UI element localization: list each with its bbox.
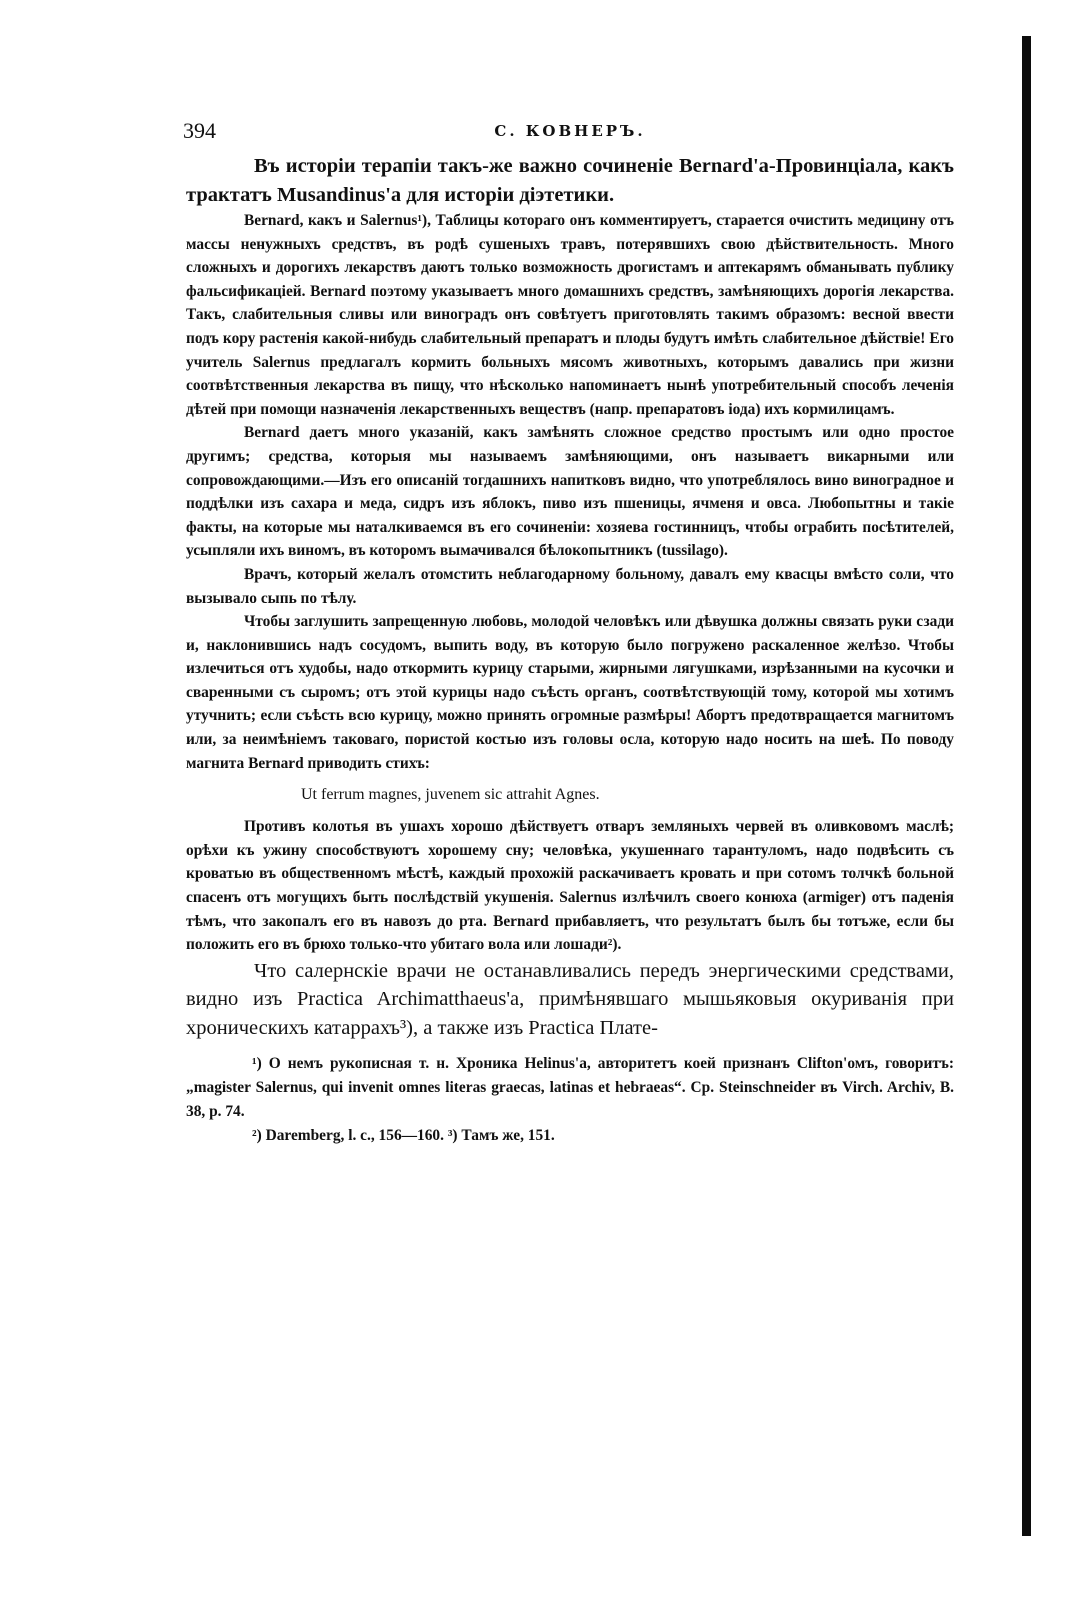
- paragraph-ear-remedies: Противъ колотья въ ушахъ хорошо дѣйствуетъ отваръ земляныхъ червей въ оливковомъ маслѣ; орѣхи къ ужину способствуютъ хорошему сну; человѣка, укушеннаго тарантуломъ, надо подвѣсить съ кроватью въ общественномъ мѣстѣ, каждый прохожій раскачиваетъ кровать и при сотомъ толчкѣ больной спасенъ отъ могущихъ быть послѣдствій укушенія. Salernus излѣчилъ своего конюха (armiger) отъ паденія тѣмъ, что закопалъ его въ навозъ до рта. Bernard прибавляетъ, что результатъ былъ бы тотъже, если бы положить его въ брюхо только-что убитаго вола или лошади²).: [186, 818, 954, 954]
- page-edge-bar: [1022, 36, 1031, 1536]
- footnote-1: ¹) О немъ рукописная т. н. Хроника Helinus'а, авторитетъ коей признанъ Clifton'омъ, говоритъ: „magister Salernus, qui invenit omnes literas graecas, latinas et hebraeas“. Ср. Steinschneider въ Virch. Archiv, B. 38, p. 74.: [186, 1055, 954, 1121]
- page-number: 394: [183, 118, 216, 143]
- footnote-spacer: [186, 1042, 954, 1052]
- footnote-2-3: ²) Daremberg, l. c., 156—160. ³) Тамъ же, 151.: [252, 1127, 555, 1145]
- paragraph-love-remedies: Чтобы заглушить запрещенную любовь, молодой человѣкъ или дѣвушка должны связать руки сзади и, наклонившись надъ сосудомъ, выпить воду, въ которую было погружено раскаленное желѣзо. Чтобы излечиться отъ худобы, надо откормить курицу старыми, жирными лягушками, изрѣзанными на кусочки и сваренными съ сыромъ; отъ этой курицы надо съѣсть органъ, соотвѣтствующій тому, которой мы хотимъ утучнить; если съѣсть всю курицу, можно принять огромные размѣры! Абортъ предотвращается магнитомъ или, за неимѣніемъ таковаго, пористой костью изъ головы осла, которую надо носить на шеѣ. По поводу магнита Bernard приводить стихъ:: [186, 613, 954, 772]
- latin-verse: Ut ferrum magnes, juvenem sic attrahit Agnes.: [301, 786, 600, 804]
- paragraph-intro: Въ исторіи терапіи такъ-же важно сочиненіе Bernard'а-Провинціала, какъ трактатъ Musandinus'а для исторіи діэтетики.: [186, 155, 954, 206]
- running-title: С. КОВНЕРЪ.: [494, 122, 646, 140]
- paragraph-substitutes: Bernard даетъ много указаній, какъ замѣнять сложное средство простымъ или одно простое другимъ; средства, которыя мы называемъ замѣняющими, онъ называетъ викарными или сопровождающими.—Изъ его описаній тогдашнихъ напитковъ видно, что употреблялось вино виноградное и поддѣлки изъ сахара и меда, сидръ изъ яблокъ, пиво изъ пшеницы, ячменя и овса. Любопытны и такіе факты, на которые мы наталкиваемся въ его сочиненіи: хозяева гостинницъ, чтобы ограбить посѣтителей, усыпляли ихъ виномъ, въ которомъ вымачивался бѣлокопытникъ (tussilago).: [186, 424, 954, 560]
- paragraph-physician-revenge: Врачъ, который желалъ отомстить неблагодарному больному, давалъ ему квасцы вмѣсто соли, что вызывало сыпь по тѣлу.: [186, 565, 954, 607]
- paragraph-salernitan-physicians: Что салернскіе врачи не останавливались передъ энергическими средствами, видно изъ Practica Archimatthaeus'а, примѣнявшаго мышьяковыя окуриванія при хроническихъ катаррахъ³), а также изъ Practica Плате-: [186, 959, 954, 1039]
- paragraph-bernard-remedies: Bernard, какъ и Salernus¹), Таблицы котораго онъ комментируетъ, старается очистить медицину отъ массы ненужныхъ средствъ, въ родѣ сушеныхъ травъ, потерявшихъ свою дѣйствительность. Много сложныхъ и дорогихъ лекарствъ даютъ только возможность дрогистамъ и аптекарямъ обманывать публику фальсификаціей. Bernard поэтому указываетъ много домашнихъ средствъ, замѣняющихъ дорогія лекарства. Такъ, слабительныя сливы или виноградъ онъ совѣтуетъ приготовлять такимъ образомъ: весной ввести подъ кору растенія какой-нибудь слабительный препаратъ и плоды будутъ имѣть слабительное дѣйствіе! Его учитель Salernus предлагалъ кормить больныхъ мясомъ животныхъ, которымъ давались при жизни соотвѣтственныя лекарства въ пищу, что нѣсколько напоминаетъ нынѣ употребительный способъ леченія дѣтей при помощи назначенія лекарственныхъ веществъ (напр. препаратовъ іода) ихъ кормилицамъ.: [186, 212, 954, 418]
- book-page: [183, 118, 954, 1148]
- page-header: [183, 118, 954, 152]
